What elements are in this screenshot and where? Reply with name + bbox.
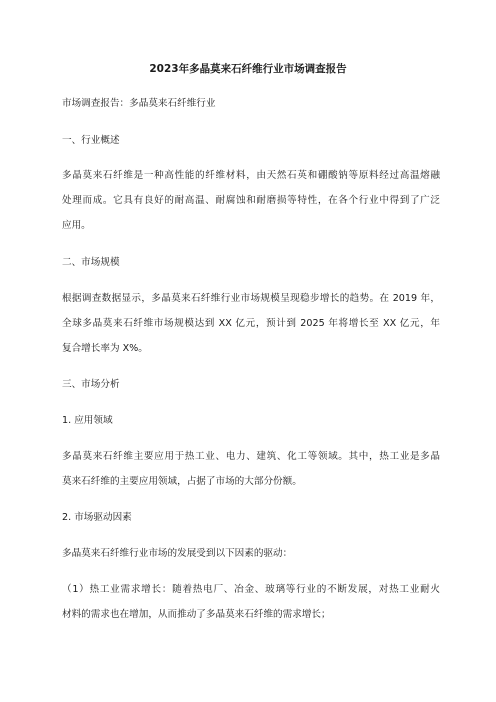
document-title: 2023年多晶莫来石纤维行业市场调查报告 [149, 63, 347, 75]
paragraph-line: 多晶莫来石纤维行业市场的发展受到以下因素的驱动： [62, 548, 293, 559]
paragraph-line: 多晶莫来石纤维主要应用于热工业、电力、建筑、化工等领域。其中，热工业是多晶 [62, 451, 440, 462]
paragraph-line: 应用。 [62, 220, 91, 231]
paragraph-line: 复合增长率为 X%。 [62, 343, 148, 354]
paragraph-line: 根据调查数据显示，多晶莫来石纤维行业市场规模呈现稳步增长的趋势。在 2019 年， [62, 293, 440, 304]
paragraph-line: 多晶莫来石纤维是一种高性能的纤维材料，由天然石英和硼酸钠等原料经过高温熔融 [62, 170, 440, 181]
report-subtitle: 市场调查报告：多晶莫来石纤维行业 [62, 98, 216, 109]
paragraph-line: 处理而成。它具有良好的耐高温、耐腐蚀和耐磨损等特性，在各个行业中得到了广泛 [62, 195, 440, 206]
paragraph-line: （1）热工业需求增长：随着热电厂、冶金、玻璃等行业的不断发展，对热工业耐火 [62, 584, 440, 595]
paragraph-line: 全球多晶莫来石纤维市场规模达到 XX 亿元，预计到 2025 年将增长至 XX 亿元，年 [62, 318, 440, 329]
paragraph-line: 莫来石纤维的主要应用领域，占据了市场的大部分份额。 [62, 476, 302, 487]
section-heading-overview: 一、行业概述 [62, 135, 120, 146]
section-heading-market-size: 二、市场规模 [62, 257, 120, 268]
subheading-application-fields: 1. 应用领域 [62, 415, 113, 426]
section-heading-market-analysis: 三、市场分析 [62, 379, 120, 390]
paragraph-line: 材料的需求也在增加，从而推动了多晶莫来石纤维的需求增长； [62, 609, 331, 620]
subheading-market-drivers: 2. 市场驱动因素 [62, 512, 132, 523]
